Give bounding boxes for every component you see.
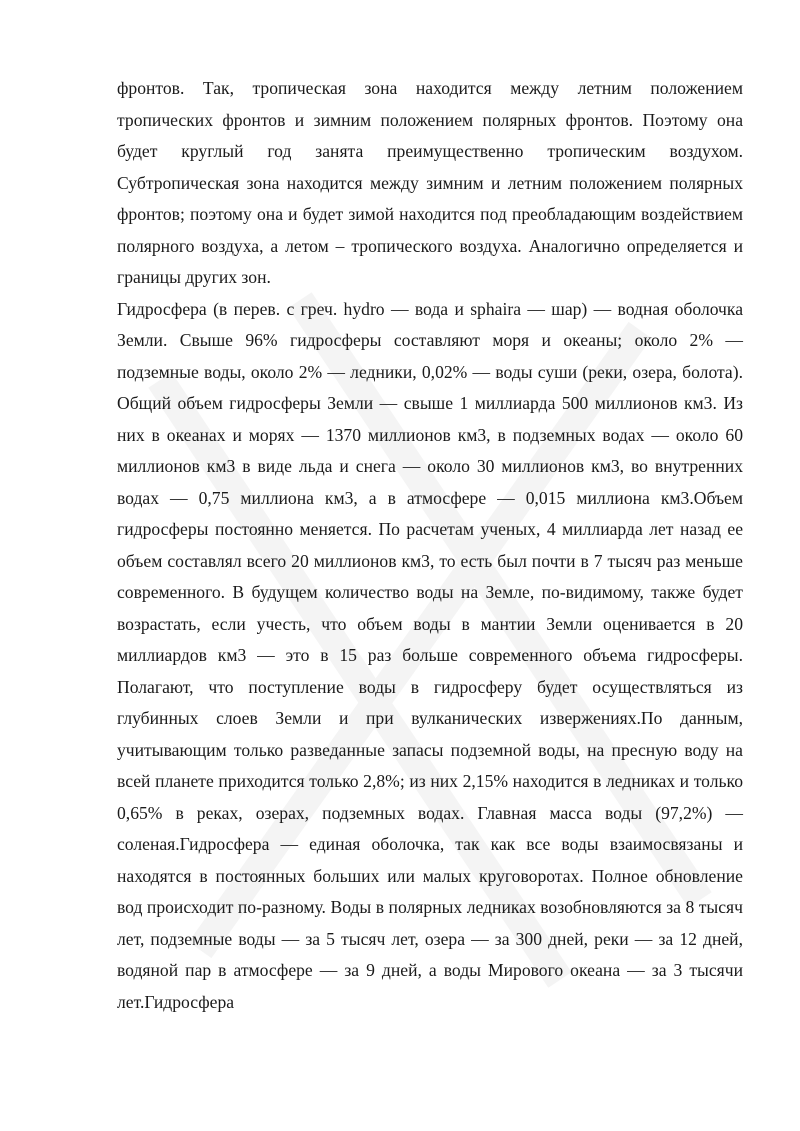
document-body (117, 73, 743, 1018)
paragraph-hydrosphere: Гидросфера (в перев. с греч. hydro — вода и sphaira — шар) — водная оболочка Земли. Свыше 96% гидросферы составляют моря и океаны; около 2% — подземные воды, около 2% — ледники, 0,02% — воды суши (реки, озера, болота). Общий объем гидросферы Земли — свыше 1 миллиарда 500 миллионов км3. Из них в океанах и морях — 1370 миллионов км3, в подземных водах — около 60 миллионов км3 в виде льда и снега — около 30 миллионов км3, во внутренних водах — 0,75 миллиона км3, а в атмосфере — 0,015 миллиона км3.Объем гидросферы постоянно меняется. По расчетам ученых, 4 миллиарда лет назад ее объем составлял всего 20 миллионов км3, то есть был почти в 7 тысяч раз меньше современного. В будущем количество воды на Земле, по-видимому, также будет возрастать, если учесть, что объем воды в мантии Земли оценивается в 20 миллиардов км3 — это в 15 раз больше современного объема гидросферы. Полагают, что поступление воды в гидросферу будет осуществляться из глубинных слоев Земли и при вулканических извержениях.По данным, учитывающим только разведанные запасы подземной воды, на пресную воду на всей планете приходится только 2,8%; из них 2,15% находится в ледниках и только 0,65% в реках, озерах, подземных водах. Главная масса воды (97,2%) — соленая.Гидросфера — единая оболочка, так как все воды взаимосвязаны и находятся в постоянных больших или малых круговоротах. Полное обновление вод происходит по-разному. Воды в полярных ледниках возобновляются за 8 тысяч лет, подземные воды — за 5 тысяч лет, озера — за 300 дней, реки — за 12 дней, водяной пар в атмосфере — за 9 дней, а воды Мирового океана — за 3 тысячи лет.Гидросфера (117, 298, 743, 1012)
paragraph-climate-zones: фронтов. Так, тропическая зона находится между летним положением тропических фронтов и зимним положением полярных фронтов. Поэтому она будет круглый год занята преимущественно тропическим воздухом. Субтропическая зона находится между зимним и летним положением полярных фронтов; поэтому она и будет зимой находится под преобладающим воздействием полярного воздуха, а летом – тропического воздуха. Аналогично определяется и границы других зон. (117, 78, 743, 287)
